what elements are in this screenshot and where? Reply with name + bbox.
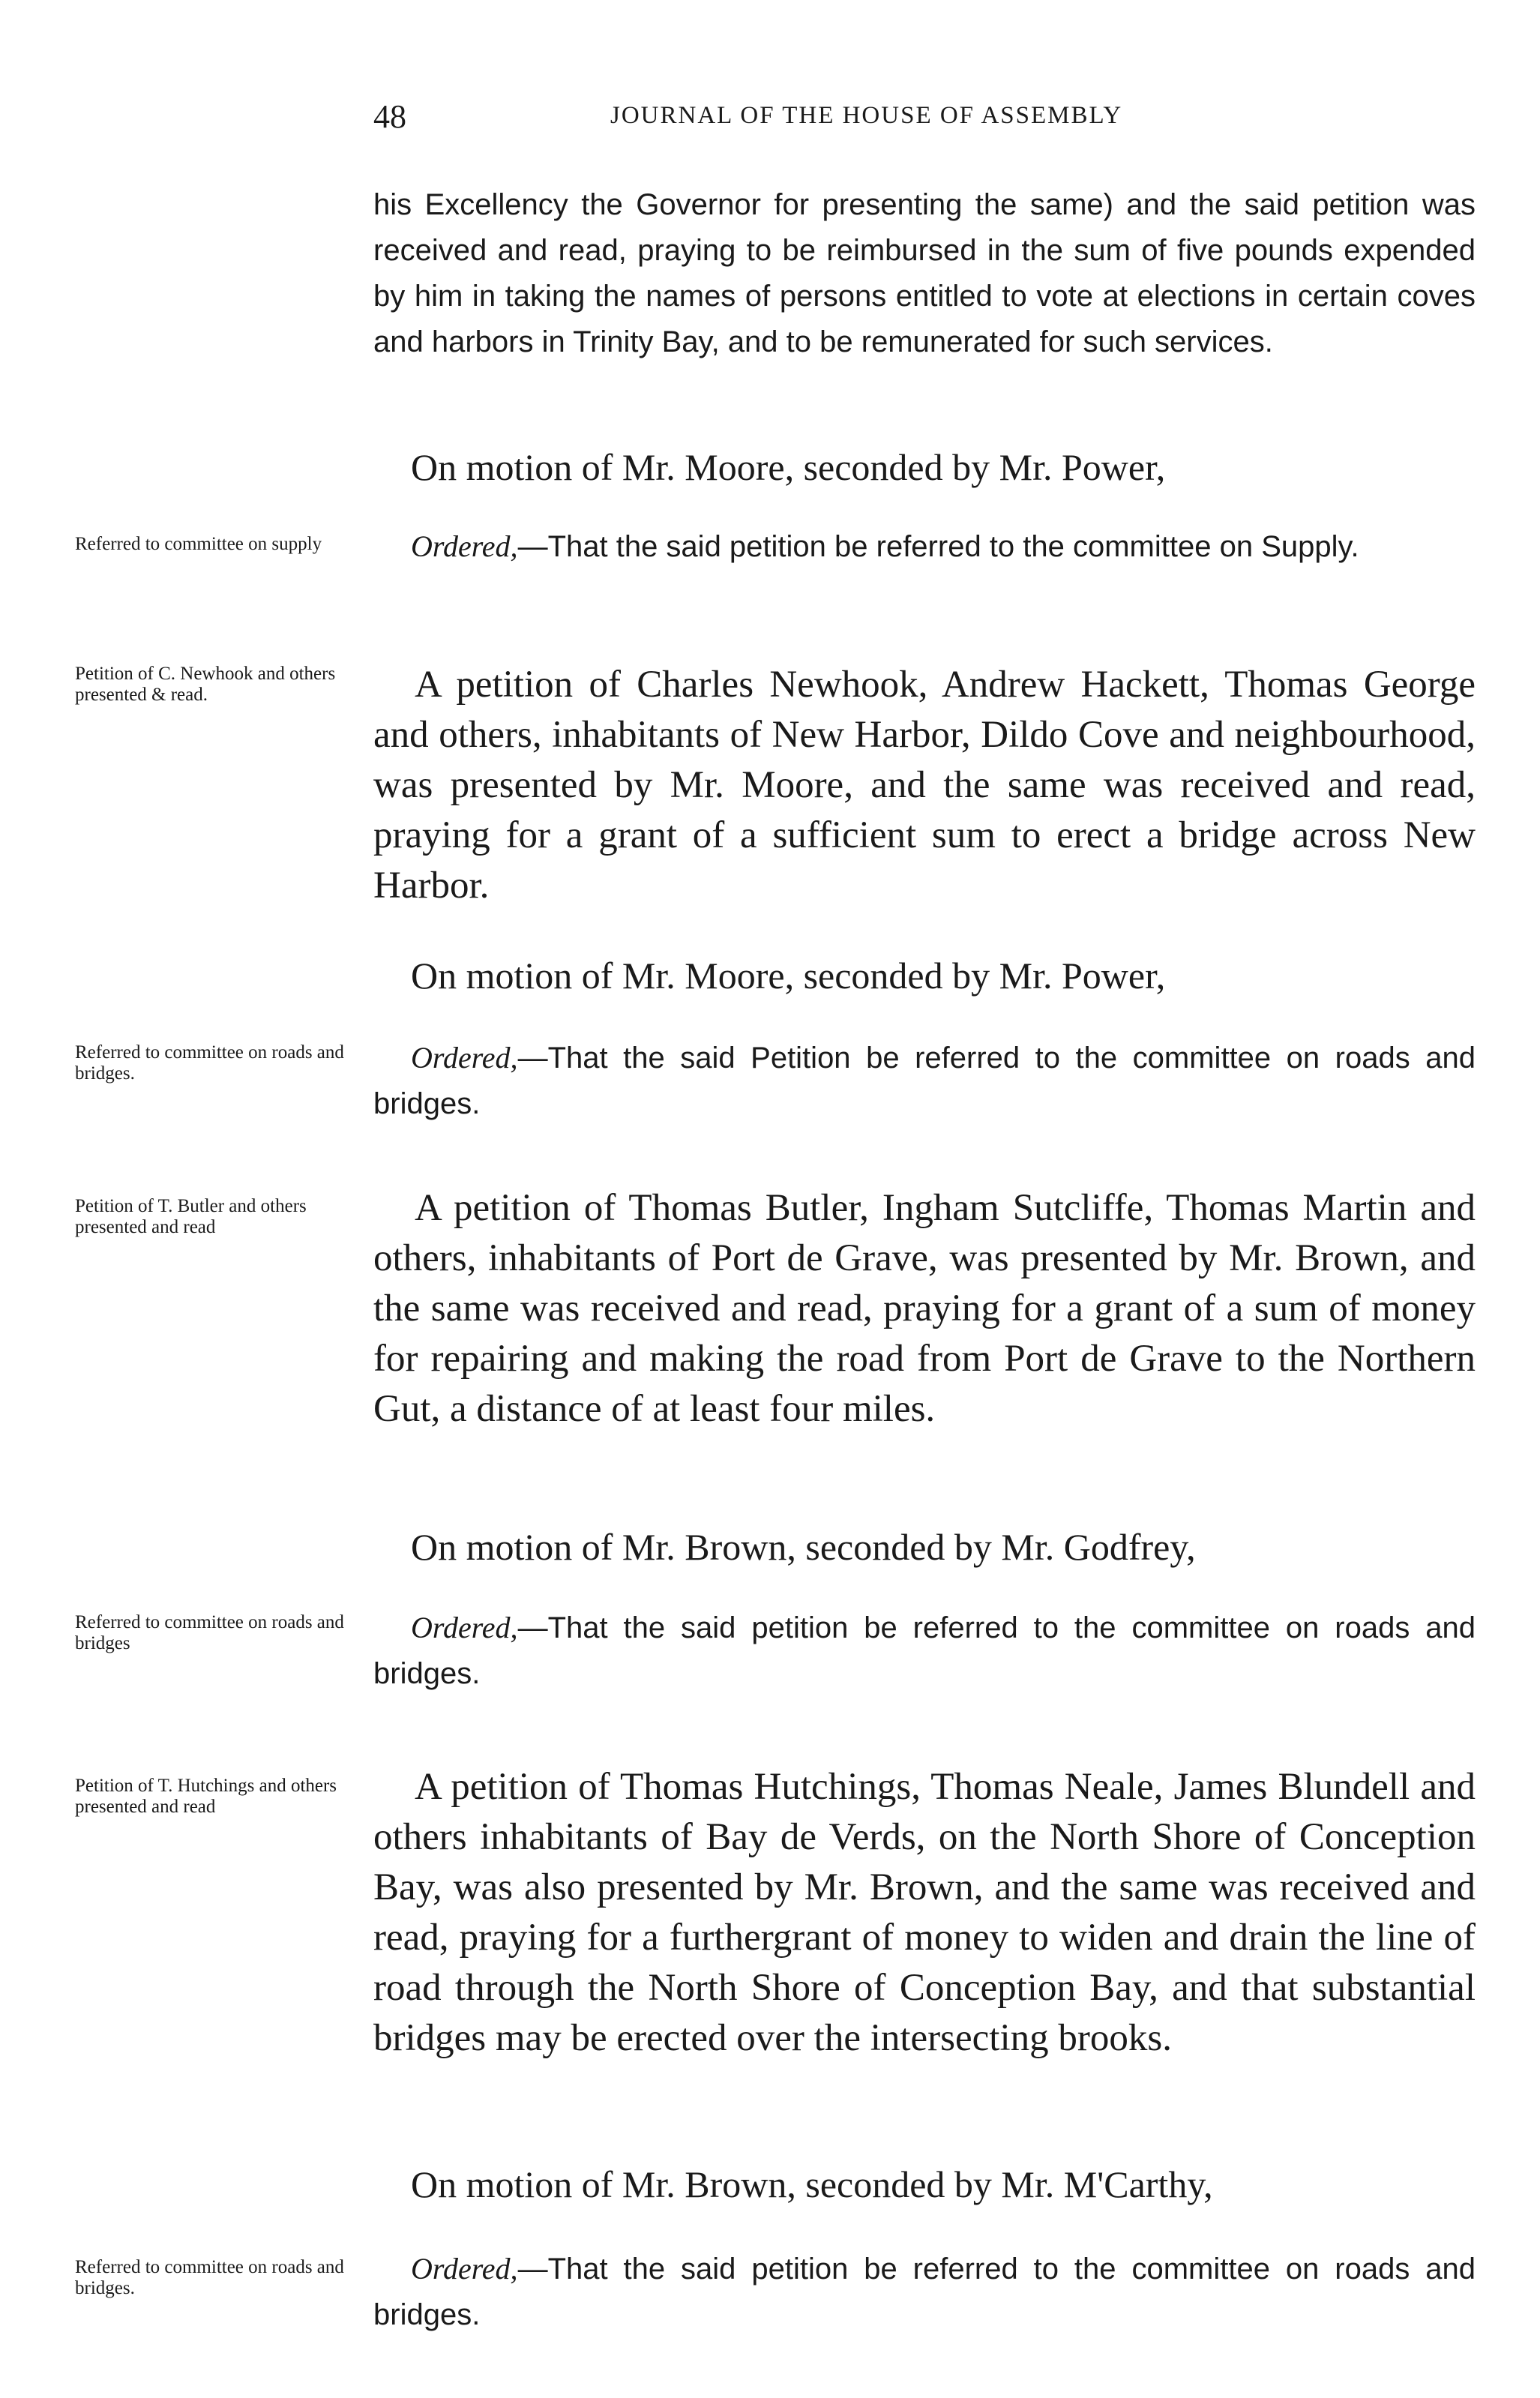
ordered-label: Ordered, — [411, 2252, 518, 2286]
order-referred-supply — [373, 523, 1476, 570]
petition-newhook: A petition of Charles Newhook, Andrew Hackett, Thomas George and others, inhabitants of New Harbor, Dildo Cove and neighbourhood, was presented by Mr. Moore, and the same was received and read, praying for a grant of a sufficient sum to erect a bridge across New Harbor. — [373, 664, 1476, 907]
order-referred-roads-3 — [373, 2246, 1476, 2338]
order-text: —That the said Petition be referred to the committee on roads and bridges. — [373, 1042, 1476, 1120]
order-text: —That the said petition be referred to the committee on roads and bridges. — [373, 2253, 1476, 2331]
motion-brown-mccarthy: On motion of Mr. Brown, seconded by Mr. M'Carthy, — [411, 2163, 1213, 2205]
order-referred-roads-1 — [373, 1035, 1476, 1127]
margin-note-referred-roads-3: Referred to committee on roads and bridges. — [75, 2257, 344, 2298]
ordered-label: Ordered, — [411, 529, 518, 563]
motion-moore-power-2: On motion of Mr. Moore, seconded by Mr. Power, — [411, 955, 1166, 997]
petition-hutchings: A petition of Thomas Hutchings, Thomas Neale, James Blundell and others inhabitants of Bay de Verds, on the North Shore of Conception Bay, was also presented by Mr. Brown, and the same was received and read, praying for a furthergrant of money to widen and drain the line of road through the North Shore of Conception Bay, and that substantial bridges may be erected over the intersecting brooks. — [373, 1766, 1476, 2059]
running-title: JOURNAL OF THE HOUSE OF ASSEMBLY — [610, 102, 1123, 129]
margin-note-referred-supply: Referred to committee on supply — [75, 534, 322, 554]
margin-note-hutchings-petition: Petition of T. Hutchings and others presented and read — [75, 1776, 337, 1817]
margin-note-newhook-petition: Petition of C. Newhook and others presented & read. — [75, 664, 336, 705]
continuation-paragraph: his Excellency the Governor for presenting the same) and the said petition was received and read, praying to be reimbursed in the sum of five pounds expended by him in taking the names of persons entitled to vote at elections in certain coves and harbors in Trinity Bay, and to be remunerated for such services. — [373, 188, 1476, 358]
order-text: —That the said petition be referred to the committee on Supply. — [517, 530, 1359, 563]
page-number: 48 — [373, 98, 406, 135]
margin-note-referred-roads-2: Referred to committee on roads and bridges — [75, 1612, 344, 1653]
page-header — [373, 97, 1476, 142]
motion-moore-power-1: On motion of Mr. Moore, seconded by Mr. Power, — [411, 446, 1166, 488]
margin-note-butler-petition: Petition of T. Butler and others presented and read — [75, 1196, 307, 1237]
margin-note-referred-roads-1: Referred to committee on roads and bridges. — [75, 1042, 344, 1084]
ordered-label: Ordered, — [411, 1041, 518, 1075]
petition-butler: A petition of Thomas Butler, Ingham Sutcliffe, Thomas Martin and others, inhabitants of Port de Grave, was presented by Mr. Brown, and the same was received and read, praying for a grant of a sum of money for repairing and making the road from Port de Grave to the Northern Gut, a distance of at least four miles. — [373, 1187, 1476, 1430]
ordered-label: Ordered, — [411, 1611, 518, 1644]
motion-brown-godfrey: On motion of Mr. Brown, seconded by Mr. Godfrey, — [411, 1526, 1196, 1568]
order-referred-roads-2 — [373, 1605, 1476, 1697]
order-text: —That the said petition be referred to the committee on roads and bridges. — [373, 1611, 1476, 1690]
